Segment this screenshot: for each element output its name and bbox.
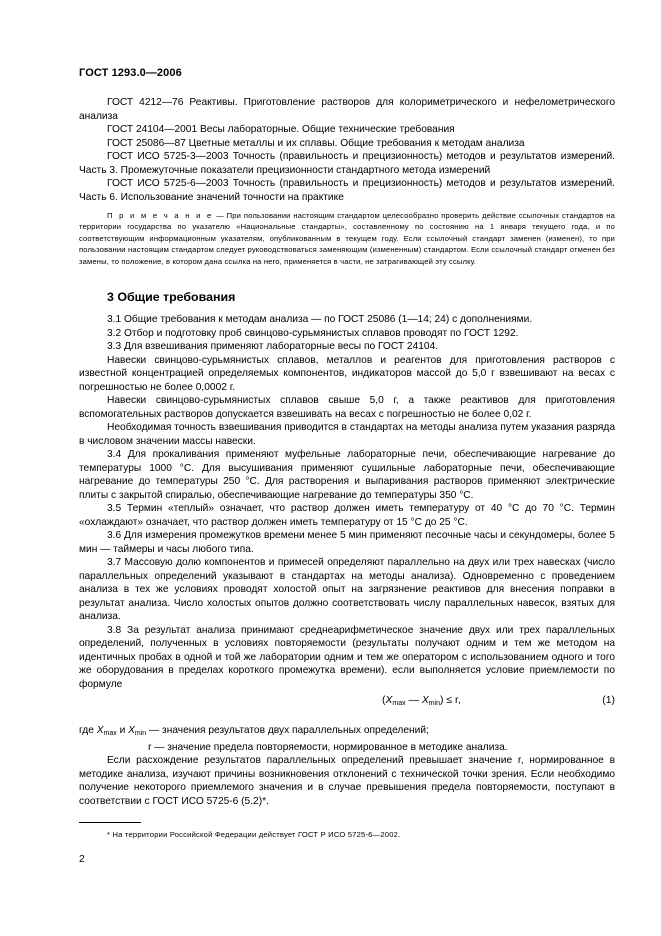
normative-references [79, 96, 615, 204]
clause-3-7: 3.7 Массовую долю компонентов и примесей определяют параллельно на двух или трех навесках (число параллельных определений указывают в стандартах на методы анализа). Одновременно с проведением анализа в тех же условиях проводят холостой опыт на загрязнение реактивов для внесения поправки в результат анализа. Число холостых опытов должно соответствовать числу параллельных навесок, взятых для анализа. [79, 557, 615, 622]
footnote: * На территории Российской Федерации действует ГОСТ Р ИСО 5725-6—2002. [107, 830, 401, 839]
section-body [79, 313, 615, 691]
where-line-1: где $X_{max}$ и $X_{min}$ — значения результатов двух параллельных определений; [79, 725, 429, 737]
formula-number: (1) [602, 695, 615, 706]
clause-3-1: 3.1 Общие требования к методам анализа — по ГОСТ 25086 (1—14; 24) с дополнениями. [107, 314, 533, 325]
reference-item: ГОСТ 24104—2001 Весы лабораторные. Общие технические требования [107, 124, 455, 135]
clause-3-5: 3.5 Термин «теплый» означает, что раствор должен иметь температуру от 40 °С до 70 °С. Термин «охлаждают» означает, что раствор должен иметь температуру от 15 °С до 25 °С. [79, 503, 615, 528]
page-header-standard-id: ГОСТ 1293.0—2006 [79, 67, 182, 79]
formula: ($X_{max}$ — $X_{min}) \le r$, [382, 695, 461, 707]
reference-item: ГОСТ 4212—76 Реактивы. Приготовление растворов для колориметрического и нефелометрического анализа [79, 97, 615, 122]
reference-item: ГОСТ ИСО 5725-6—2003 Точность (правильность и прецизионность) методов и результатов измерений. Часть 6. Использование значений точности на практике [79, 178, 615, 203]
where-line-2: r — значение предела повторяемости, нормированное в методике анализа. [148, 741, 508, 753]
note-label: П р и м е ч а н и е [107, 211, 214, 220]
clause-3-4: 3.4 Для прокаливания применяют муфельные лабораторные печи, обеспечивающие нагревание до температуры 1000 °С. Для высушивания применяют сушильные лабораторные печи, обеспечивающие нагревание до температуры 250 °С. Для растворения и выпаривания растворов применяют электрические плиты с закрытой спиралью, обеспечивающие нагревание до температуры 350 °С. [79, 449, 615, 501]
clause-3-2: 3.2 Отбор и подготовку проб свинцово-сурьмянистых сплавов проводят по ГОСТ 1292. [107, 327, 519, 339]
clause-3-8: 3.8 За результат анализа принимают среднеарифметическое значение двух или трех параллельных определений, полученных в условиях повторяемости (результаты получают одним и тем же методом на идентичных пробах в одной и той же лаборатории одним и тем же оператором с использованием одного и того же оборудования в пределах короткого промежутка времени). если выполняется условие приемлемости по формуле [79, 624, 615, 690]
reference-item: ГОСТ 25086—87 Цветные металлы и их сплавы. Общие требования к методам анализа [107, 137, 525, 149]
final-paragraph: Если расхождение результатов параллельных определений превышает значение r, нормированное в методике анализа, изучают причины возникновения отклонений с технической точки зрения. Если необходимо получение некоторого приемлемого значения и в случае превышения предела повторяемости, поступают в соответствии с ГОСТ ИСО 5725-6 (5.2)*. [79, 755, 615, 807]
reference-item: ГОСТ ИСО 5725-3—2003 Точность (правильность и прецизионность) методов и результатов измерений. Часть 3. Промежуточные показатели прецизионности стандартного метода измерений [79, 151, 615, 176]
page-number: 2 [79, 854, 85, 865]
note-block [79, 210, 615, 267]
clause-3-6: 3.6 Для измерения промежутков времени менее 5 мин применяют песочные часы и секундомеры, более 5 мин — таймеры и часы любого типа. [79, 530, 615, 555]
section-heading: 3 Общие требования [107, 290, 236, 304]
paragraph-weighing-3: Необходимая точность взвешивания приводится в стандартах на методы анализа путем указания разряда в числовом значении массы навески. [79, 422, 615, 447]
clause-3-3: 3.3 Для взвешивания применяют лабораторные весы по ГОСТ 24104. [107, 341, 439, 352]
footnote-rule [79, 822, 141, 823]
note-text: — При пользовании настоящим стандартом целесообразно проверить действие ссылочных стандартов на территории государства по указателю «Национальные стандарты», составленному по состоянию на 1 января текущего года, и по соответствующим информационным указателям, опубликованным в текущем году. Если ссылочный стандарт заменен (изменен), то при пользовании настоящим стандартом следует руководствоваться заменяющим (измененным) стандартом. Если ссылочный стандарт отменен без замены, то положение, в котором дана ссылка на него, применяется в части, не затрагивающей эту ссылку. [79, 211, 615, 266]
paragraph-weighing-1: Навески свинцово-сурьмянистых сплавов, металлов и реагентов для приготовления растворов с известной концентрацией определяемых компонентов, индикаторов массой до 5,0 г взвешивают на весах с погрешностью не более 0,0002 г. [79, 354, 615, 393]
formula-row [79, 695, 615, 711]
formula-explanation [79, 724, 615, 808]
paragraph-weighing-2: Навески свинцово-сурьмянистых сплавов свыше 5,0 г, а также реактивов для приготовления вспомогательных растворов допускается взвешивать на весах с погрешностью не более 0,02 г. [79, 395, 615, 420]
